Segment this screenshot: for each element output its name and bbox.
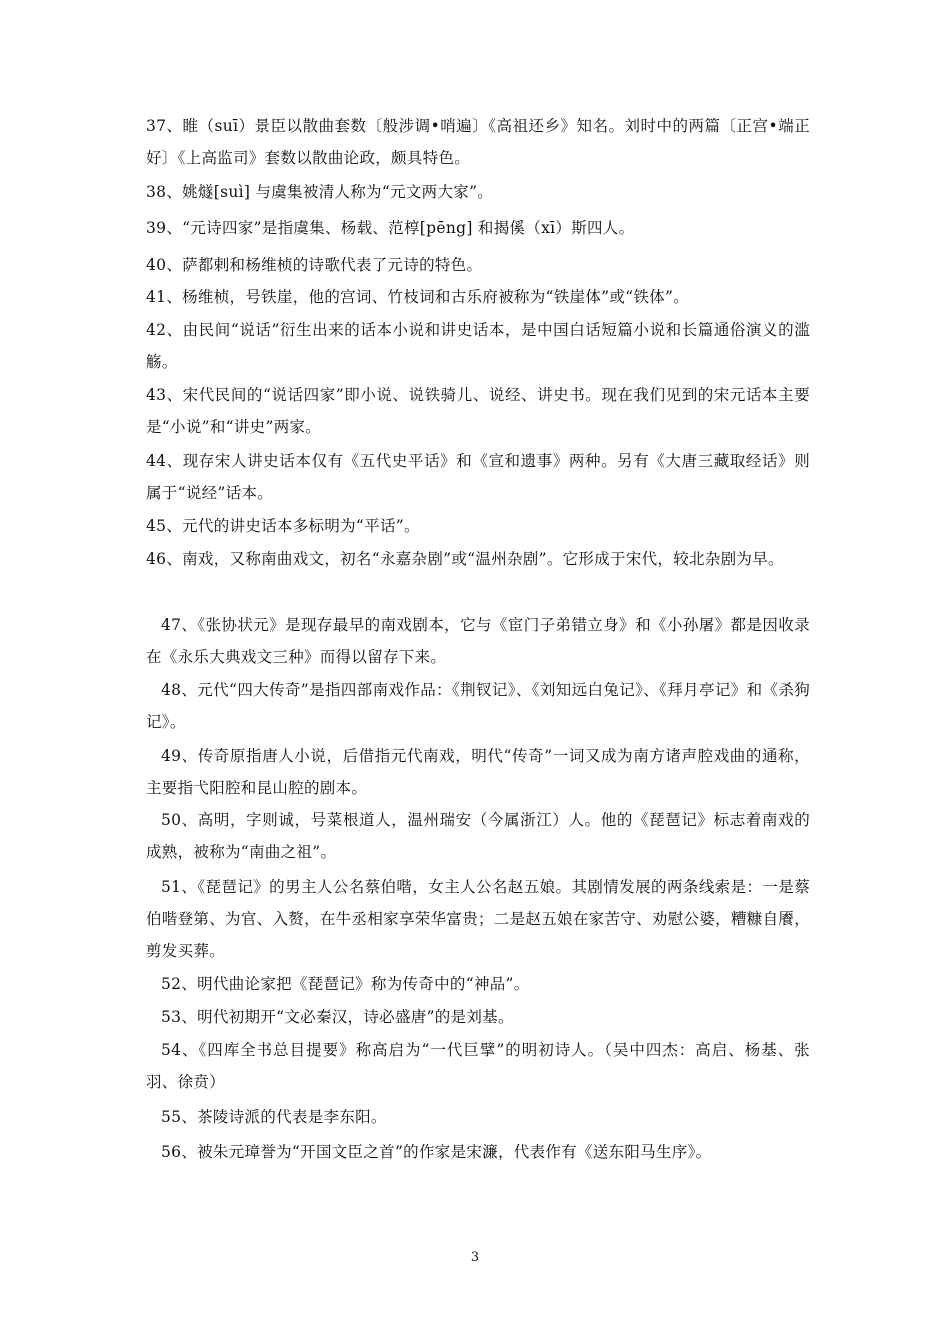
paragraph-44: 44、现存宋人讲史话本仅有《五代史平话》和《宣和遗事》两种。另有《大唐三藏取经话》则属于“说经”话本。 — [146, 452, 810, 502]
paragraph-43: 43、宋代民间的“说话四家”即小说、说铁骑儿、说经、讲史书。现在我们见到的宋元话本主要是“小说”和“讲史”两家。 — [146, 386, 810, 436]
paragraph-50: 50、高明，字则诚，号菜根道人，温州瑞安（今属浙江）人。他的《琵琶记》标志着南戏的成熟，被称为“南曲之祖”。 — [146, 811, 810, 861]
paragraph-52: 52、明代曲论家把《琵琶记》称为传奇中的“神品”。 — [161, 975, 530, 993]
paragraph-40: 40、萨都剌和杨维桢的诗歌代表了元诗的特色。 — [146, 256, 483, 274]
page-number: 3 — [470, 1250, 480, 1265]
paragraph-51: 51、《琵琶记》的男主人公名蔡伯喈，女主人公名赵五娘。其剧情发展的两条线索是：一是蔡伯喈登第、为官、入赘，在牛丞相家享荣华富贵；二是赵五娘在家苦守、劝慰公婆，糟糠自餍，剪发买葬。 — [146, 878, 810, 960]
paragraph-49: 49、传奇原指唐人小说，后借指元代南戏，明代“传奇”一词又成为南方诸声腔戏曲的通称，主要指弋阳腔和昆山腔的剧本。 — [146, 747, 810, 797]
paragraph-38: 38、姚燧[suì] 与虞集被清人称为“元文两大家”。 — [146, 183, 494, 201]
paragraph-42: 42、由民间“说话”衍生出来的话本小说和讲史话本，是中国白话短篇小说和长篇通俗演义的滥觞。 — [146, 321, 810, 371]
paragraph-46: 46、南戏，又称南曲戏文，初名“永嘉杂剧”或“温州杂剧”。它形成于宋代，较北杂剧为早。 — [146, 550, 784, 568]
paragraph-37: 37、睢（suī）景臣以散曲套数〔般涉调•哨遍〕《高祖还乡》知名。刘时中的两篇〔正宫•端正好〕《上高监司》套数以散曲论政，颇具特色。 — [146, 117, 810, 167]
paragraph-41: 41、杨维桢，号铁崖，他的宫词、竹枝词和古乐府被称为“铁崖体”或“铁体”。 — [146, 288, 690, 306]
paragraph-47: 47、《张协状元》是现存最早的南戏剧本，它与《宦门子弟错立身》和《小孙屠》都是因收录在《永乐大典戏文三种》而得以留存下来。 — [146, 616, 810, 666]
paragraph-48: 48、元代“四大传奇”是指四部南戏作品：《荆钗记》、《刘知远白兔记》、《拜月亭记》和《杀狗记》。 — [146, 681, 810, 731]
paragraph-55: 55、茶陵诗派的代表是李东阳。 — [161, 1108, 387, 1126]
paragraph-45: 45、元代的讲史话本多标明为“平话”。 — [146, 517, 420, 535]
paragraph-54: 54、《四库全书总目提要》称高启为“一代巨擘”的明初诗人。（吴中四杰：高启、杨基、张羽、徐贲） — [146, 1041, 810, 1091]
paragraph-39: 39、“元诗四家”是指虞集、杨载、范椁[pēng] 和揭傒（xī）斯四人。 — [146, 219, 635, 237]
paragraph-53: 53、明代初期开“文必秦汉，诗必盛唐”的是刘基。 — [161, 1008, 514, 1026]
paragraph-56: 56、被朱元璋誉为“开国文臣之首”的作家是宋濂，代表作有《送东阳马生序》。 — [161, 1143, 712, 1161]
